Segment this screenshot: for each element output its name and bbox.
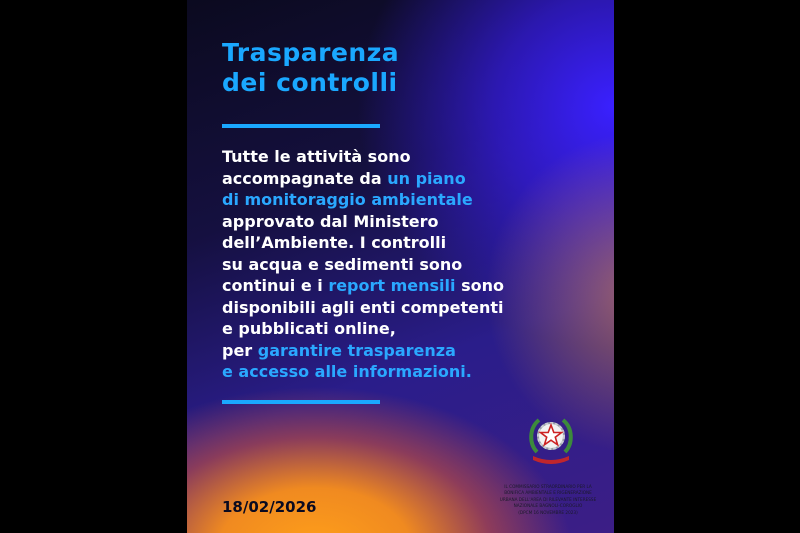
highlighted-phrase: report mensili [328,276,456,295]
post-date: 18/02/2026 [222,498,317,516]
footnote-line: (DPCM 16 NOVEMBRE 2023) [518,509,578,515]
body-phrase: sono disponibili agli enti competenti e pubblicati online, per [222,276,504,360]
top-divider [222,124,380,128]
bottom-divider [222,400,380,404]
post-card [187,0,614,533]
issuer-footnote [487,484,609,516]
footnote-line: BONIFICA AMBIENTALE E RIGENERAZIONE [504,490,592,496]
highlighted-phrase: garantire trasparenza e accesso alle informazioni. [222,340,472,381]
italian-republic-emblem-icon [527,412,575,468]
body-phrase: Tutte le attività sono accompagnate da [222,147,411,188]
highlighted-phrase: un piano di monitoraggio ambientale [222,168,473,209]
footnote-line: IL COMMISSARIO STRAORDINARIO PER LA [504,484,592,489]
footnote-line: URBANA DELL'AREA DI RILEVANTE INTERESSE [499,496,597,502]
footnote-line: NAZIONALE BAGNOLI-COROGLIO [513,503,583,509]
post-body-text [222,146,504,383]
post-title: Trasparenza dei controlli [222,38,400,97]
body-phrase: approvato dal Ministero dell’Ambiente. I controlli su acqua e sedimenti sono continui e i [222,211,463,295]
